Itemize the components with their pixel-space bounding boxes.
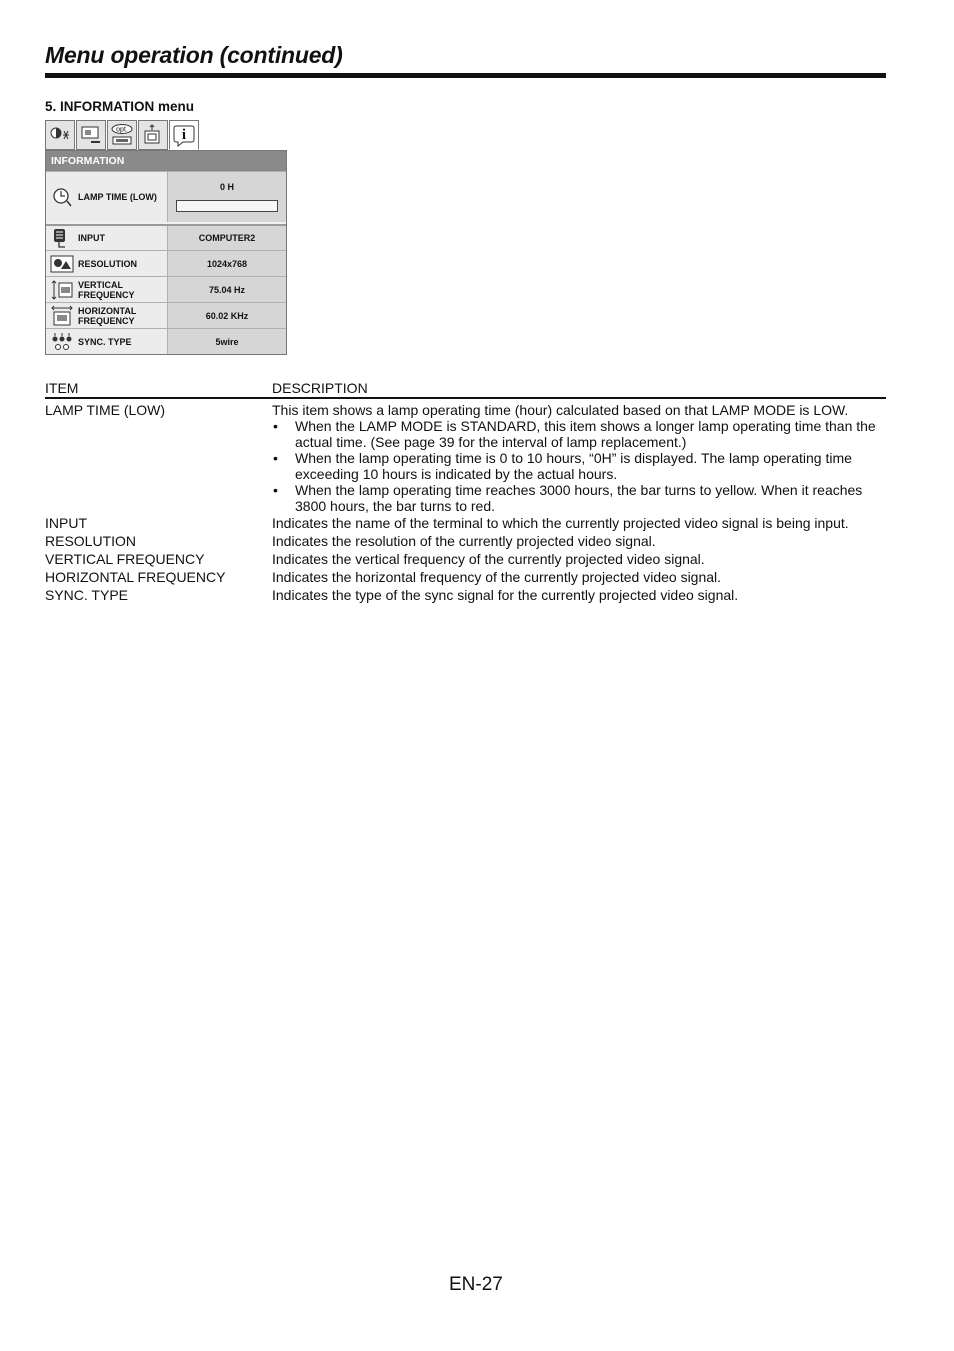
horizontal-frequency-row (46, 302, 286, 328)
option-icon (110, 123, 134, 147)
sync-type-value: 5wire (168, 329, 286, 354)
information-panel (45, 150, 287, 355)
menu-tabs (45, 120, 287, 150)
input-label: INPUT (78, 233, 105, 243)
resolution-label: RESOLUTION (78, 258, 138, 269)
table-header (45, 380, 886, 399)
page-number: EN-27 (449, 1274, 503, 1295)
clock-icon (51, 186, 73, 208)
table-row-item: VERTICAL FREQUENCY (45, 551, 205, 567)
lamp-time-value: 0 H (219, 182, 234, 192)
tab-information[interactable] (169, 120, 199, 150)
table-row-description: Indicates the resolution of the currently projected video signal. (272, 533, 656, 549)
description-table (45, 380, 886, 604)
table-row-item: INPUT (45, 515, 87, 531)
table-row-description: Indicates the type of the sync signal for the currently projected video signal. (272, 587, 739, 603)
table-row-item: RESOLUTION (45, 533, 137, 549)
horizontal-frequency-icon (50, 305, 74, 327)
lamp-time-bar (176, 200, 278, 212)
vertical-frequency-label: VERTICAL FREQUENCY (78, 279, 135, 300)
installation-icon (141, 123, 165, 147)
resolution-row (46, 250, 286, 276)
vertical-frequency-icon (50, 279, 74, 301)
sync-type-label: SYNC. TYPE (78, 336, 132, 347)
bullet-item: • When the LAMP MODE is STANDARD, this item shows a longer lamp operating time than the actual time. (See page 39 for the interval of lamp replacement.) (273, 418, 876, 450)
title-rule (45, 73, 886, 78)
sync-type-row (46, 328, 286, 354)
resolution-value: 1024x768 (168, 251, 286, 276)
table-row-item: SYNC. TYPE (45, 587, 128, 603)
lamp-time-label: LAMP TIME (LOW) (78, 192, 157, 202)
horizontal-frequency-label: HORIZONTAL FREQUENCY (78, 305, 137, 326)
bullet-item: • When the lamp operating time reaches 3000 hours, the bar turns to yellow. When it reaches 3800 hours, the bar turns to red. (273, 482, 863, 514)
panel-header: INFORMATION (46, 151, 286, 171)
tab-signal[interactable] (76, 120, 106, 150)
information-icon-label: i (181, 127, 187, 143)
table-row (45, 514, 886, 532)
section-heading: 5. INFORMATION menu (45, 99, 195, 114)
vertical-frequency-value: 75.04 Hz (168, 277, 286, 302)
table-row (45, 532, 886, 550)
information-icon (172, 123, 196, 147)
table-row-description: Indicates the horizontal frequency of the currently projected video signal. (272, 569, 722, 585)
horizontal-frequency-value: 60.02 KHz (168, 303, 286, 328)
description-column-header: DESCRIPTION (272, 380, 368, 396)
table-row-item: LAMP TIME (LOW) (45, 402, 166, 418)
bullet-item: • When the lamp operating time is 0 to 10 hours, “0H” is displayed. The lamp operating time exceeding 10 hours is indicated by the actual hours. (273, 450, 852, 482)
input-icon (51, 227, 73, 249)
table-row-item: HORIZONTAL FREQUENCY (45, 569, 226, 585)
tab-installation[interactable] (138, 120, 168, 150)
lamp-time-row (46, 171, 286, 222)
item-column-header: ITEM (45, 380, 79, 396)
table-row (45, 568, 886, 586)
page-title: Menu operation (continued) (45, 42, 343, 68)
option-icon-label: opt. (116, 126, 128, 134)
signal-icon (79, 123, 103, 147)
table-row (45, 402, 886, 514)
table-row (45, 586, 886, 604)
input-value: COMPUTER2 (168, 226, 286, 250)
input-row (46, 224, 286, 250)
table-row-description: This item shows a lamp operating time (hour) calculated based on that LAMP MODE is LOW. (272, 402, 849, 418)
sync-type-icon (50, 331, 74, 353)
table-row-description: Indicates the vertical frequency of the currently projected video signal. (272, 551, 705, 567)
vertical-frequency-row (46, 276, 286, 302)
table-row-description: Indicates the name of the terminal to which the currently projected video signal is being input. (272, 515, 849, 531)
picture-icon (48, 123, 72, 147)
table-row (45, 550, 886, 568)
tab-option[interactable] (107, 120, 137, 150)
information-menu-screenshot (45, 120, 287, 355)
resolution-icon (50, 254, 74, 274)
tab-picture[interactable] (45, 120, 75, 150)
